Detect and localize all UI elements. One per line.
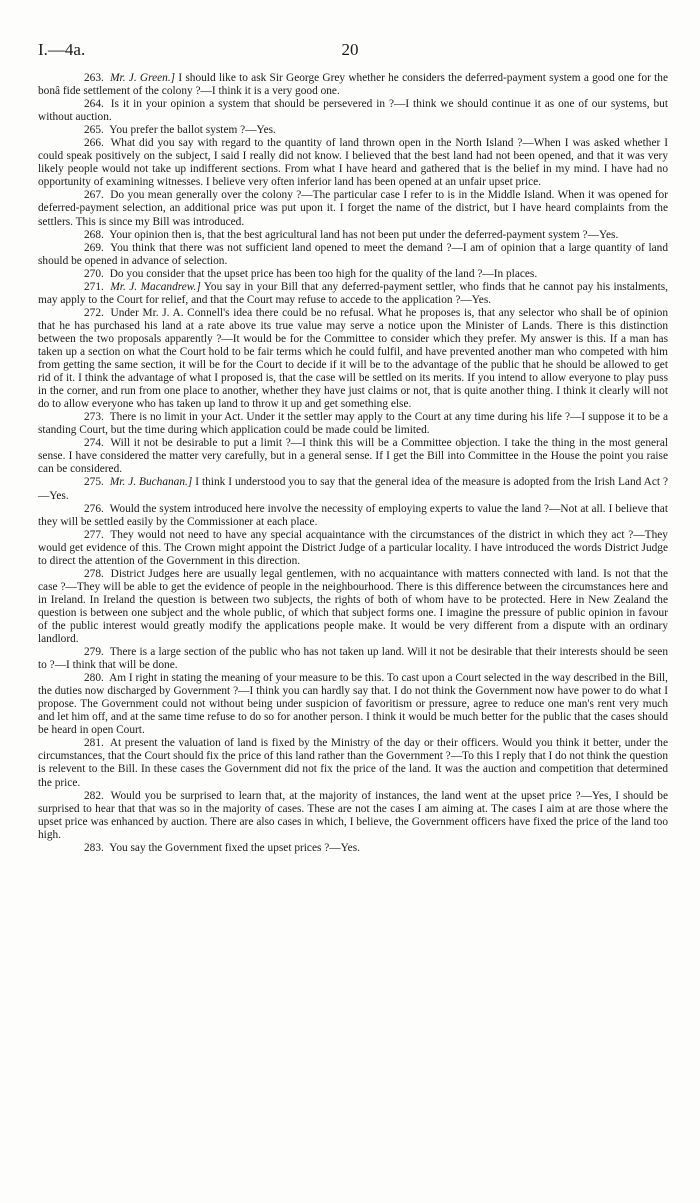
question-number: 267.	[84, 189, 104, 202]
evidence-paragraph	[38, 281, 668, 307]
paragraph-text: Would the system introduced here involve the necessity of employing experts to value the land ?—Not at all. I believe that they will be settled easily by the Commissioner at each place.	[38, 502, 668, 528]
paragraph-text: There is no limit in your Act. Under it the settler may apply to the Court at any time during his life ?—I suppose it to be a standing Court, but the time during which application could be made could be limited.	[38, 411, 668, 437]
evidence-paragraph	[38, 568, 668, 646]
evidence-paragraph	[38, 72, 668, 98]
question-number: 277.	[84, 528, 104, 541]
page-number: 20	[341, 40, 359, 59]
evidence-paragraph	[38, 503, 668, 529]
evidence-paragraph	[38, 307, 668, 411]
paragraph-text: I think I understood you to say that the general idea of the measure is adopted from the Irish Land Act ?—Yes.	[38, 476, 668, 502]
paragraph-text: Am I right in stating the meaning of your measure to be this. To cast upon a Court selected in the way described in the Bill, the duties now discharged by Government ?—I think you can hardly say that. I do not think the Government now have power to do what I propose. The Government could not without being under suspicion of favoritism or pressure, agree to reduce one man's rent very much and let him off, and at the same time refuse to do so for another person. I think it would be much better for the public that the cases should be heard in open Court.	[38, 672, 668, 737]
question-number: 263.	[84, 72, 104, 84]
question-number: 274.	[84, 437, 104, 450]
question-number: 269.	[84, 241, 104, 254]
question-number: 275.	[84, 476, 104, 489]
evidence-paragraph	[38, 98, 668, 124]
paragraph-text: At present the valuation of land is fixed by the Ministry of the day or their officers. Would you think it better, under the circumstances, that the Court should fix the price of this land rather than the Government ?—To this I reply that I do not think the question is relevent to the Bill. In these cases the Government did not fix the price of the land. It was the auction and competition that determined the price.	[38, 737, 669, 789]
paragraph-text: What did you say with regard to the quantity of land thrown open in the North Island ?—When I was asked whether I could speak positively on the subject, I said I really did not know. I believed that the best land had not been opened, and that it was very likely people would not take up indifferent sections. From what I have heard and gathered that is the belief in my mind. I have had no opportunity of examining witnesses. I believe very often inferior land has been opened at an unfair upset price.	[38, 137, 668, 189]
paragraph-text: I should like to ask Sir George Grey whether he considers the deferred-payment system a good one for the bonâ fide settlement of the colony ?—I think it is a very good one.	[38, 72, 669, 98]
paragraph-text: They would not need to have any special acquaintance with the circumstances of the district in which they act ?—They would get evidence of this. The Crown might appoint the District Judge of a particular locality. I have introduced the words District Judge to direct the attention of the Government in this direction.	[38, 528, 668, 567]
evidence-paragraph	[38, 229, 668, 242]
paragraph-text: Do you consider that the upset price has been too high for the quality of the land ?—In places.	[109, 267, 538, 280]
evidence-paragraph	[38, 672, 668, 737]
evidence-paragraph	[38, 268, 668, 281]
question-number: 280.	[84, 672, 104, 685]
paragraph-text: You say in your Bill that any deferred-payment settler, who finds that he cannot pay his instalments, may apply to the Court for relief, and that the Court may refuse to accede to the application ?—Yes.	[38, 280, 668, 306]
paragraph-text: Is it in your opinion a system that should be persevered in ?—I think we should continue it as one of our systems, but without auction.	[38, 98, 668, 124]
paragraph-text: There is a large section of the public who has not taken up land. Will it not be desirable that their interests should be seen to ?—I think that will be done.	[38, 646, 668, 672]
speaker-name: Mr. J. Buchanan.]	[109, 476, 193, 489]
question-number: 281.	[84, 737, 104, 750]
question-number: 282.	[84, 789, 104, 802]
paragraph-text: You say the Government fixed the upset prices ?—Yes.	[109, 841, 360, 854]
evidence-paragraph	[38, 124, 668, 137]
paper-reference: I.—4a.	[38, 40, 86, 59]
evidence-paragraph	[38, 790, 668, 842]
evidence-paragraph	[38, 842, 668, 855]
paragraph-text: District Judges here are usually legal gentlemen, with no acquaintance with matters connected with land. Is not that the case ?—They will be able to get the evidence of people in the neighbourhood. There is this difference between the circumstances here and in Ireland. In Ireland the question is between two subjects, the rights of both of whom have to be protected. Here in New Zealand the question is between one subject and the whole public, of which that subject forms one. I imagine the pressure of public opinion in favour of the public interest would greatly modify the applications people make. It would be very different from a dispute with an ordinary landlord.	[38, 567, 668, 646]
question-number: 276.	[84, 502, 104, 515]
evidence-paragraph	[38, 646, 668, 672]
question-number: 279.	[84, 646, 104, 659]
paragraph-text: You think that there was not sufficient land opened to meet the demand ?—I am of opinion that a large quantity of land should be opened in advance of selection.	[38, 241, 668, 267]
paragraph-text: Under Mr. J. A. Connell's idea there could be no refusal. What he proposes is, that any selector who shall be of opinion that he has purchased his land at a rate above its true value may serve a notice upon the Minister of Lands. There is this distinction between the two proposals apparently ?—It would be for the Committee to consider which they prefer. My answer is this. If a man has taken up a section on what the Court hold to be fair terms which he could fulfil, and have prevented another man who competed with him from getting the same section, it will be for the Court to decide if it will be to the advantage of the public that he should be allowed to get rid of it. I think the advantage of what I proposed is, that the case will be settled on its merits. If you intend to allow everyone to play puss in the corner, and run from one place to another, whether they have just claims or not, that is quite another thing. I think it clearly will not do to allow everyone who has taken up land to throw it up and get something else.	[38, 306, 668, 411]
question-number: 271.	[84, 280, 104, 293]
question-number: 273.	[84, 411, 104, 424]
evidence-paragraph	[38, 411, 668, 437]
page-header	[38, 40, 662, 64]
paragraph-text: Would you be surprised to learn that, at the majority of instances, the land went at the upset price ?—Yes, I should be surprised to hear that that was so in the majority of cases. These are not the cases I am aiming at. The cases I aim at are those where the upset price was enhanced by auction. There are also cases in which, I believe, the Government officers have fixed the price of the land too high.	[38, 789, 668, 841]
question-number: 270.	[84, 267, 104, 280]
paragraph-text: Your opinion then is, that the best agricultural land has not been put under the deferred-payment system ?—Yes.	[109, 228, 619, 241]
speaker-name: Mr. J. Green.]	[110, 72, 176, 84]
evidence-paragraph	[38, 529, 668, 568]
paragraph-text: Do you mean generally over the colony ?—The particular case I refer to is in the Middle Island. When it was opened for deferred-payment selection, an additional price was put upon it. I forget the name of the district, but I have heard complaints from the settlers. This is since my Bill was introduced.	[38, 189, 668, 228]
question-number: 266.	[84, 137, 104, 150]
question-number: 264.	[84, 98, 104, 111]
question-number: 268.	[84, 228, 104, 241]
evidence-paragraph	[38, 476, 668, 502]
evidence-paragraph	[38, 189, 668, 228]
speaker-name: Mr. J. Macandrew.]	[110, 280, 201, 293]
question-number: 272.	[84, 306, 104, 319]
paragraph-text: You prefer the ballot system ?—Yes.	[109, 124, 276, 137]
evidence-paragraph	[38, 242, 668, 268]
question-number: 265.	[84, 124, 104, 137]
evidence-paragraph	[38, 737, 668, 789]
evidence-paragraph	[38, 437, 668, 476]
evidence-paragraph	[38, 137, 668, 189]
evidence-body	[38, 72, 668, 855]
question-number: 278.	[84, 567, 104, 580]
paragraph-text: Will it not be desirable to put a limit ?—I think this will be a Committee objection. I take the thing in the most general sense. I have considered the matter very carefully, but in a general sense. If I get the Bill into Committee in the House the point you raise can be considered.	[38, 437, 668, 476]
question-number: 283.	[84, 841, 104, 854]
